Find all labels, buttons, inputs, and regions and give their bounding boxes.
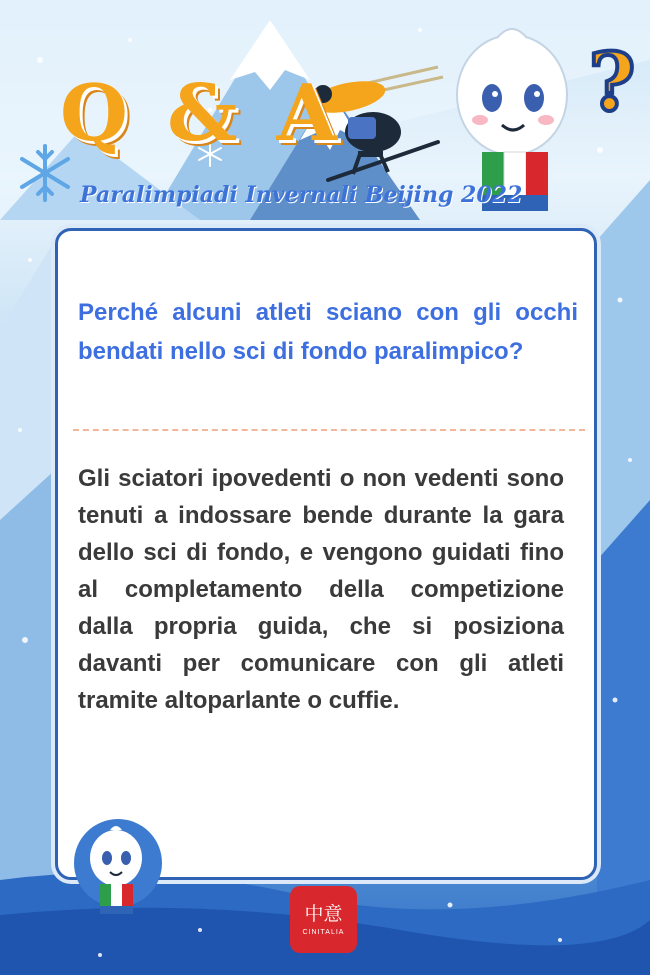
question-text: Perché alcuni atleti sciano con gli occhi bendati nello sci di fondo paralimpico?: [78, 299, 578, 365]
logo-brand-text: CINITALIA: [302, 929, 345, 936]
answer-text: Gli sciatori ipovedenti o non vedenti sono tenuti a indossare bende durante la gara dello sci di fondo, e vengono guidati fino al completamento della competizione dalla propria guida, che si posiziona davanti per comunicare con gli atleti tramite altoparlante o cuffie.: [78, 465, 564, 714]
qa-card: [55, 228, 597, 880]
cinitalia-logo: [290, 886, 357, 953]
mascot-illustration: [70, 818, 170, 928]
logo-chinese-text: 中意: [304, 903, 343, 925]
page-title: Q & A: [60, 68, 344, 159]
divider: [73, 429, 585, 431]
page-subtitle: Paralimpiadi Invernali Beijing 2022: [80, 182, 523, 208]
question-mark-icon: ?: [588, 35, 636, 129]
